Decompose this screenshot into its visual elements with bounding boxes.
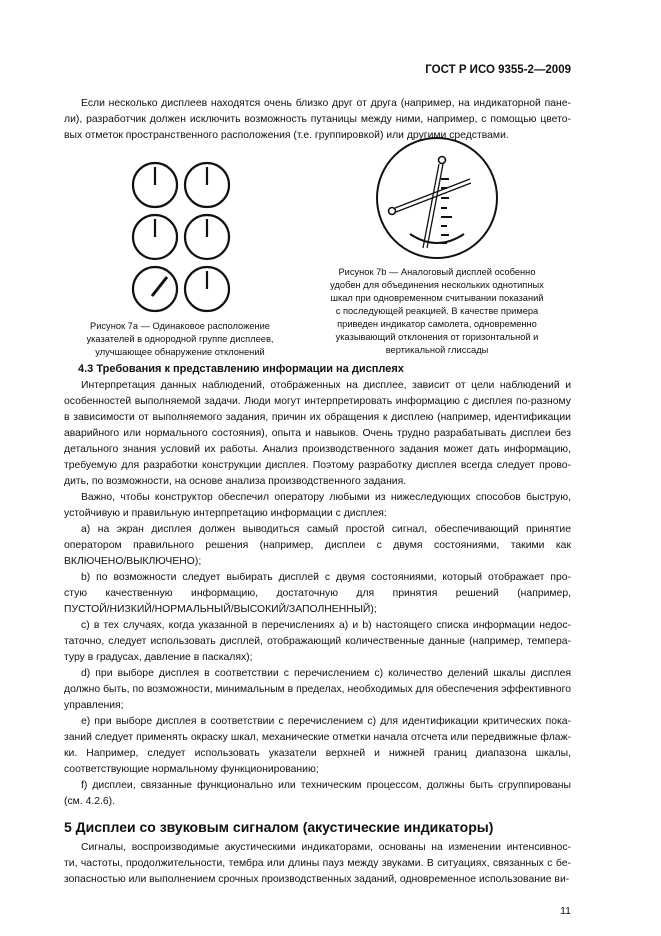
text-line: b) по возможности следует выбирать дисплей с двумя состояниями, который отображает про- [81, 572, 571, 583]
dial-icon [133, 163, 177, 207]
dial-icon [185, 163, 229, 207]
section-5-body [64, 840, 571, 888]
text-line: туру в градусах, давление в паскалях); [64, 652, 253, 663]
text-line: a) на экран дисплея должен выводиться самый простой сигнал, обеспечивающий принятие [81, 524, 571, 535]
text-line: зопасностью или выполнением срочных производственных заданий, одновременное использование ви- [64, 874, 570, 885]
text-line: особенностей выполняемой задачи. Люди могут интерпретировать информацию с дисплея по-разному [64, 396, 571, 407]
text-line: аварийного или нормального состояния), опыта и навыков. Очень трудно разрабатывать дисплеи без [64, 428, 571, 439]
text-line: Сигналы, воспроизводимые акустическими индикаторами, основаны на изменении интенсивнос- [81, 842, 571, 853]
text-line: стую качественную информацию, достаточную для принятия решений (например, [64, 588, 571, 599]
text-line: Если несколько дисплеев находятся очень близко друг от друга (например, на индикаторной пане- [81, 98, 571, 109]
text-line: ВКЛЮЧЕНО/ВЫКЛЮЧЕНО); [64, 556, 202, 567]
text-line: должно быть, по возможности, минимальным в пределах, необходимых для обеспечения эффективного [64, 684, 571, 695]
text-line: ти, частоты, продолжительности, тембра или длины пауз между звуками. В ситуациях, связанных с бе- [64, 858, 571, 869]
figure-7b-aircraft-indicator [377, 138, 497, 258]
figure-7b-caption [317, 266, 557, 357]
caption-line: вертикальной глиссады [385, 345, 489, 355]
text-line: управления; [64, 700, 124, 711]
figure-7a-caption [80, 320, 280, 359]
text-line: Важно, чтобы конструктор обеспечил оператору любыми из нижеследующих способов быструю, [81, 492, 571, 503]
text-line: вых отметок пространственного расположения (т.е. группировкой) или другими средствами. [64, 130, 509, 141]
scale-arc-icon [410, 234, 464, 243]
figure-7a-dials [133, 163, 229, 311]
text-line: c) в тех случаях, когда указанной в перечислениях a) и b) настоящего списка информации недос- [81, 620, 571, 631]
text-line: (см. 4.2.6). [64, 796, 116, 807]
dial-icon [133, 215, 177, 259]
document-header: ГОСТ Р ИСО 9355-2—2009 [425, 64, 571, 76]
text-line: e) при выборе дисплея в соответствии с перечислением c) для идентификации критических пока- [81, 716, 571, 727]
text-line: Интерпретация данных наблюдений, отображенных на дисплее, зависит от цели наблюдений и [81, 380, 571, 391]
text-line: соответствующие нормальному функционированию; [64, 764, 319, 775]
caption-line: удобен для объединения нескольких однотипных [330, 280, 544, 290]
caption-line: улучшающее обнаружение отклонений [95, 347, 265, 357]
caption-line: с последующей реакцией. В качестве примера [335, 306, 539, 316]
caption-line: приведен индикатор самолета, одновременно [337, 319, 537, 329]
caption-line: указывающий отклонения от горизонтальной и [335, 332, 539, 342]
caption-line: указателей в однородной группе дисплеев, [86, 334, 274, 344]
caption-line: Рисунок 7b — Аналоговый дисплей особенно [338, 267, 536, 277]
dial-icon [185, 215, 229, 259]
text-line: ки. Например, следует использовать указатели верхней и нижней границ диапазона шкалы, [64, 748, 571, 759]
caption-line: шкал при одновременном считывании показаний [330, 293, 544, 303]
text-line: устойчивую и правильную интерпретацию информации с дисплея: [64, 508, 387, 519]
dial-deviating-icon [133, 267, 177, 311]
text-line: оператором правильного решения (например, дисплеи с двумя состояниями, такими как [64, 540, 571, 551]
text-line: ПУСТОЙ/НИЗКИЙ/НОРМАЛЬНЫЙ/ВЫСОКИЙ/ЗАПОЛНЕННЫЙ); [64, 604, 377, 615]
caption-line: Рисунок 7а — Одинаковое расположение [90, 321, 270, 331]
text-line: d) при выборе дисплея в соответствии с перечислением c) количество делений шкалы дисплея [81, 668, 571, 679]
section-4-3-body [64, 378, 571, 810]
section-heading-4-3: 4.3 Требования к представлению информации на дисплеях [78, 363, 404, 375]
page-number: 11 [560, 905, 571, 917]
text-line: требуемую для разработки конструкции дисплея. Поэтому разработку дисплея всегда следует прово- [64, 460, 571, 471]
text-line: дить, по возможности, на основе анализа производственного задания. [64, 476, 407, 487]
text-line: f) дисплеи, связанные функционально или техническим процессом, должны быть сгруппированы [81, 780, 571, 791]
text-line: в зависимости от выполняемого задания, причин их обращения к дисплею (например, идентификации [64, 412, 571, 423]
section-heading-5: 5 Дисплеи со звуковым сигналом (акустические индикаторы) [64, 819, 494, 835]
text-line: ли), разработчик должен исключить возможность путаницы между ними, например, с помощью цвето- [64, 114, 571, 125]
text-line: заний следует применять окраску шкал, механические отметки начала отсчета или передвижные флаж- [64, 732, 571, 743]
text-line: детального знания условий их работы. Анализ производственного задания может дать информацию, [64, 444, 571, 455]
text-line: таточно, следует использовать дисплей, отображающий количественные данные (например, темпера- [64, 636, 571, 647]
dial-icon [185, 267, 229, 311]
